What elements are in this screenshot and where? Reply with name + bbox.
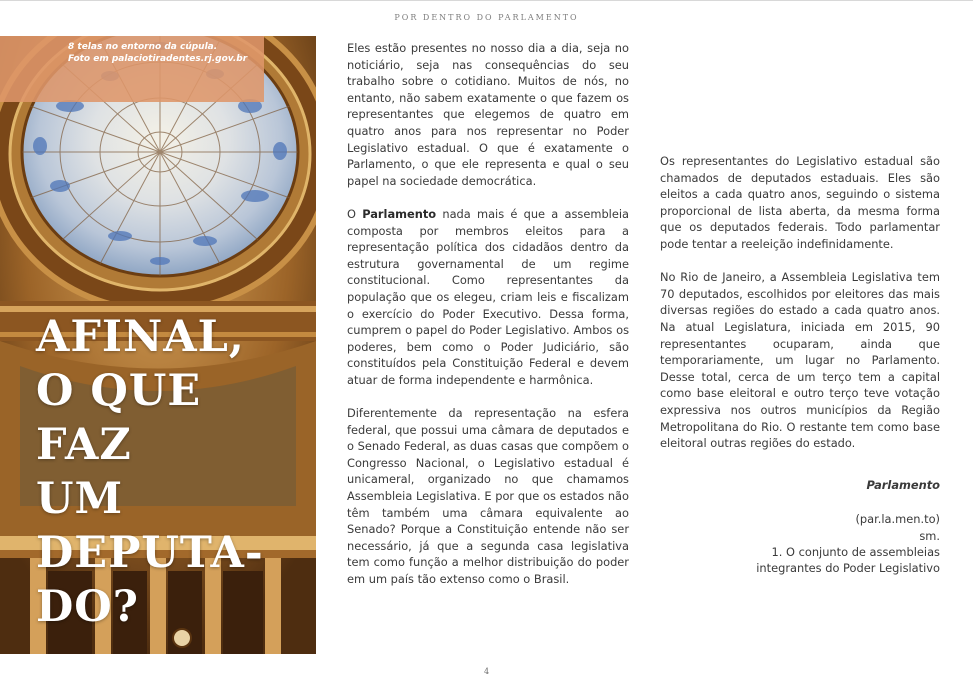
headline xyxy=(36,310,264,634)
paragraph xyxy=(347,206,629,389)
definition-meaning: integrantes do Poder Legislativo xyxy=(756,561,940,575)
paragraph: No Rio de Janeiro, a Assembleia Legislativa tem 70 deputados, escolhidos por eleitores das mais diversas regiões do estado a cada quatro anos. Na atual Legislatura, iniciada em 2015, 90 representantes ocuparam, ainda que temporariamente, um lugar no Parlamento. Desse total, cerca de um terço tem a capital como base eleitoral e outro terço teve votação expressiva nos outros municípios da Região Metropolitana do Rio. O restante tem como base eleitoral outras regiões do estado. xyxy=(660,270,940,451)
definition-meaning: 1. O conjunto de assembleias xyxy=(771,545,940,559)
definition-term: Parlamento xyxy=(866,478,940,492)
headline-line: O QUE xyxy=(36,366,202,416)
definition-syllables: (par.la.men.to) xyxy=(855,512,940,526)
headline-line: FAZ xyxy=(36,420,132,470)
paragraph: Os representantes do Legislativo estadual são chamados de deputados estaduais. Eles são eleitos a cada quatro anos, seguindo o sistema proporcional de lista aberta, da mesma forma que os deputados federais. Todo parlamentar pode tentar a reeleição indefinidamente. xyxy=(660,154,940,251)
photo-caption-line-2: Foto em palaciotiradentes.rj.gov.br xyxy=(68,54,248,64)
headline-line: UM xyxy=(36,474,124,524)
text-column-2 xyxy=(660,153,940,468)
paragraph: Eles estão presentes no nosso dia a dia, seja no noticiário, seja nas consequências do seu trabalho sobre o cotidiano. Muitos de nós, no entanto, não sabem exatamente o que fazem os representantes que elegemos de quatro em quatro anos para nos representar no Poder Legislativo estadual. O que é exatamente o Parlamento, o que ele representa e qual o seu papel na sociedade democrática. xyxy=(347,41,629,188)
paragraph: Diferentemente da representação na esfera federal, que possui uma câmara de deputados e o Senado Federal, as duas casas que compõem o Congresso Nacional, o Legislativo estadual é unicameral, organizado no que chamamos Assembleia Legislativa. E por que os estados não têm também uma câmara equivalente ao Senado? Porque a Constituição entende não ser necessário, já que a segunda casa legislativa tem como função a melhor distribuição do poder em um país tão extenso como o Brasil. xyxy=(347,406,629,586)
headline-line: AFINAL, xyxy=(36,312,245,362)
definition-word-class: sm. xyxy=(919,529,940,543)
text-column-1 xyxy=(347,40,629,604)
term-parlamento: Parlamento xyxy=(362,206,437,221)
paragraph-body: nada mais é que a assembleia composta por membros eleitos para a representação política dos cidadãos dentro da estrutura governamental de um regime constitucional. Como representantes da população que os elegeu, criam leis e fiscalizam o exercício do Poder Executivo. Dessa forma, cumprem o papel do Poder Legislativo. Ambos os poderes, bem como o Poder Judiciário, são constituídos pela Constituição Federal e devem atuar de forma independente e harmônica. xyxy=(347,206,629,387)
page-number: 4 xyxy=(483,667,490,676)
paragraph-lead: O xyxy=(347,206,363,221)
top-rule xyxy=(0,0,973,1)
running-header: POR DENTRO DO PARLAMENTO xyxy=(394,13,579,22)
photo-caption-line-1: 8 telas no entorno da cúpula. xyxy=(68,42,218,52)
headline-line: DO? xyxy=(36,582,139,632)
headline-line: DEPUTA- xyxy=(36,528,264,578)
